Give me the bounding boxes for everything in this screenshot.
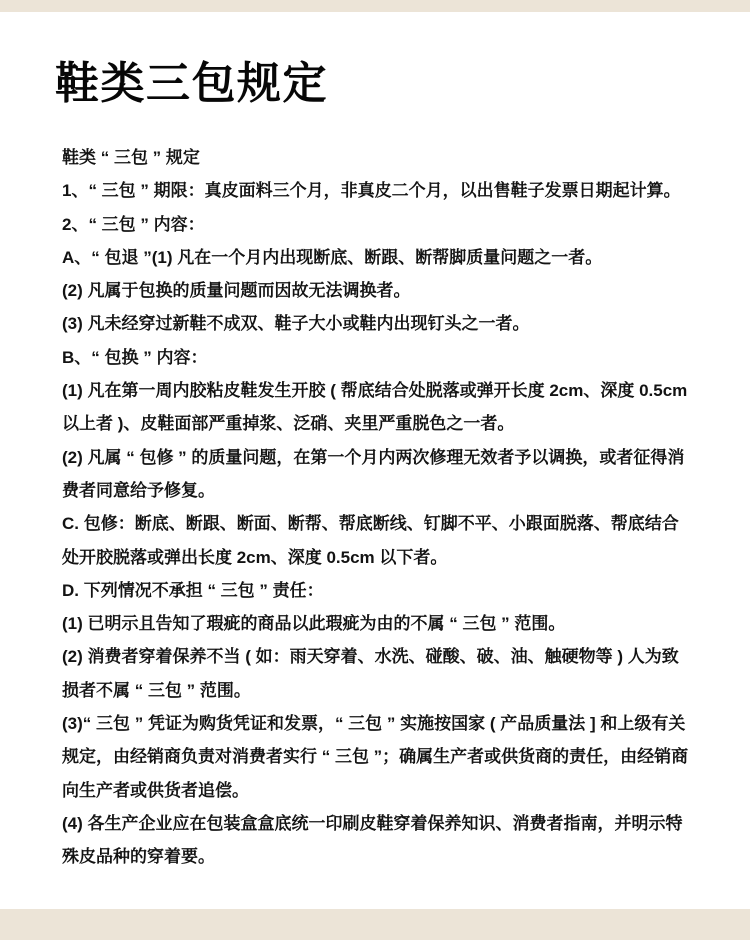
text-line: 损者不属 “ 三包 ” 范围。 bbox=[62, 680, 251, 700]
document-body bbox=[62, 141, 702, 874]
text-line: 向生产者或供货者追偿。 bbox=[62, 780, 249, 800]
text-line: 1、“ 三包 ” 期限：真皮面料三个月，非真皮二个月，以出售鞋子发票日期起计算。 bbox=[62, 181, 681, 201]
text-line: (2) 凡属于包换的质量问题而因故无法调换者。 bbox=[62, 281, 411, 301]
bottom-band bbox=[0, 909, 750, 940]
text-line: B、“ 包换 ” 内容： bbox=[62, 347, 208, 367]
text-line: 殊皮品种的穿着要。 bbox=[62, 847, 215, 867]
page-title: 鞋类三包规定 bbox=[55, 59, 328, 108]
text-line: (1) 已明示且告知了瑕疵的商品以此瑕疵为由的不属 “ 三包 ” 范围。 bbox=[62, 614, 566, 634]
text-line: 2、“ 三包 ” 内容： bbox=[62, 214, 205, 234]
top-band bbox=[0, 0, 750, 12]
text-line: (3) 凡未经穿过新鞋不成双、鞋子大小或鞋内出现钉头之一者。 bbox=[62, 314, 530, 334]
text-line: 以上者 )、皮鞋面部严重掉浆、泛硝、夹里严重脱色之一者。 bbox=[62, 414, 515, 434]
text-line: (2) 消费者穿着保养不当 ( 如：雨天穿着、水洗、碰酸、破、油、触硬物等 ) 人为致 bbox=[62, 647, 679, 667]
text-line: 处开胶脱落或弹出长度 2cm、深度 0.5cm 以下者。 bbox=[62, 547, 448, 567]
text-line: 费者同意给予修复。 bbox=[62, 480, 215, 500]
text-line: C. 包修：断底、断跟、断面、断帮、帮底断线、钉脚不平、小跟面脱落、帮底结合 bbox=[62, 514, 679, 534]
text-line: (4) 各生产企业应在包装盒盒底统一印刷皮鞋穿着保养知识、消费者指南，并明示特 bbox=[62, 813, 683, 833]
text-line: 鞋类 “ 三包 ” 规定 bbox=[62, 148, 200, 167]
text-line: 规定，由经销商负责对消费者实行 “ 三包 ”；确属生产者或供货商的责任，由经销商 bbox=[62, 747, 689, 767]
text-line: (1) 凡在第一周内胶粘皮鞋发生开胶 ( 帮底结合处脱落或弹开长度 2cm、深度 0.5cm bbox=[62, 381, 688, 401]
text-line: D. 下列情况不承担 “ 三包 ” 责任： bbox=[62, 580, 324, 600]
text-line: (3)“ 三包 ” 凭证为购货凭证和发票，“ 三包 ” 实施按国家 ( 产品质量法 ] 和上级有关 bbox=[62, 714, 686, 734]
text-line: (2) 凡属 “ 包修 ” 的质量问题，在第一个月内两次修理无效者予以调换，或者征得消 bbox=[62, 447, 685, 467]
text-line: A、“ 包退 ”(1) 凡在一个月内出现断底、断跟、断帮脚质量问题之一者。 bbox=[62, 247, 603, 267]
